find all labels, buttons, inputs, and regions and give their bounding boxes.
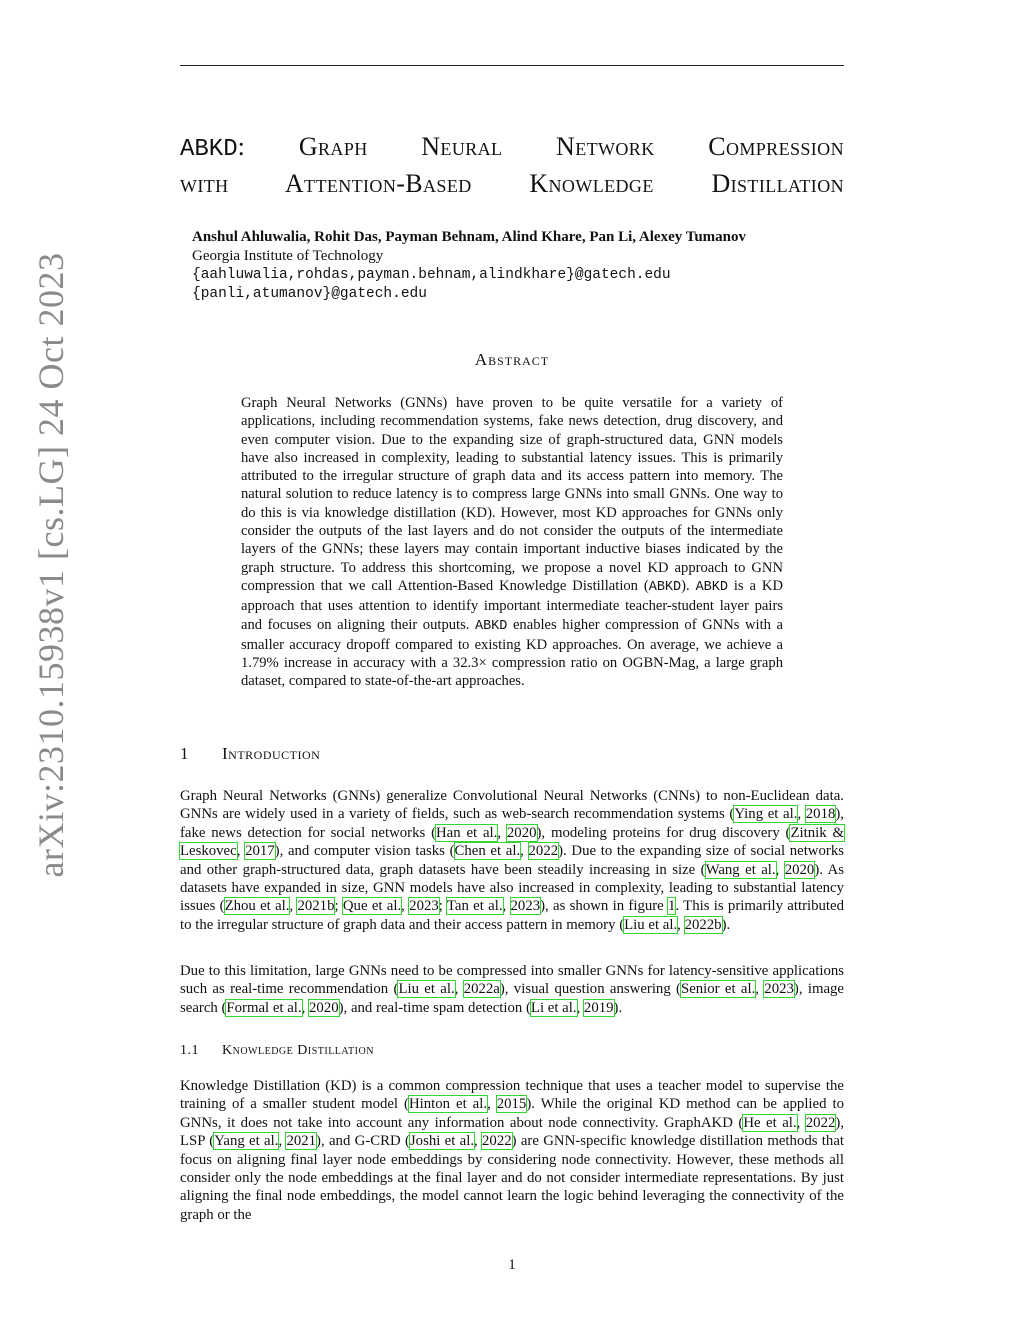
citation-year-link[interactable]: 2020: [506, 824, 537, 841]
paragraph-text: ), fake news detection for social networks (: [180, 806, 845, 841]
citation-separator: ,: [401, 898, 410, 915]
citation-separator: ,: [454, 981, 464, 998]
abkd-mention: ABKD: [695, 579, 728, 595]
citation-separator: ,: [755, 981, 765, 998]
citation-year-link[interactable]: 2023: [764, 981, 794, 998]
paragraph-text: . This is primarily attributed to the irregular structure of graph data and their access pattern in memory (: [180, 898, 844, 933]
citation-year-link[interactable]: 2021: [286, 1133, 317, 1150]
subsection-number: 1.1: [180, 1043, 199, 1058]
title-line-1-rest: : Graph Neural Network Compression: [237, 132, 844, 161]
paragraph-text: ). As datasets have expanded in size, GNN models have also increased in complexity, leading to substantial latency issues (: [180, 861, 844, 915]
paragraph-text: ), and real-time spam detection (: [338, 999, 531, 1016]
abkd-mention: ABKD: [474, 618, 508, 634]
abstract-text: Graph Neural Networks (GNNs) have proven to be quite versatile for a variety of applications, including recommendation systems, fake news detection, drug discovery, and even computer vision. Due to the expanding size of graph-structured data, GNN models have also increased in complexity, leading to substantial latency issues. This is primarily attributed to the irregular structure of graph data and its access pattern into memory. The natural solution to reduce latency is to compress large GNNs into small GNNs. One way to do this is via knowledge distillation (KD). However, most KD approaches for GNNs only consider the outputs of the last layers and do not consider the outputs of the intermediate layers of the GNNs; these layers may contain important inductive biases indicated by the graph structure. To address this shortcoming, we propose a novel KD approach to GNN compression that we call Attention-Based Knowledge Distillation (: [241, 395, 783, 594]
citation-separator: ,: [796, 1114, 806, 1131]
affiliation: Georgia Institute of Technology: [192, 248, 384, 264]
citation-link[interactable]: Zitnik & Leskovec: [180, 824, 844, 860]
citation-link[interactable]: Liu et al.: [624, 916, 678, 933]
citation-year-link[interactable]: 2015: [496, 1096, 527, 1113]
abstract-body: [241, 394, 783, 691]
citation-year-link[interactable]: 2023: [409, 898, 439, 915]
citation-year-link[interactable]: 2022: [528, 843, 559, 860]
figure-link[interactable]: 1: [668, 898, 676, 915]
subsection-title: Knowledge Distillation: [222, 1043, 374, 1058]
citation-link[interactable]: Yang et al.: [214, 1133, 279, 1150]
paragraph-text: Due to this limitation, large GNNs need to be compressed into smaller GNNs for latency-sensitive applications such as real-time recommendation (: [180, 963, 844, 998]
citation-year-link[interactable]: 2020: [309, 999, 339, 1016]
citation-link[interactable]: He et al.: [743, 1114, 797, 1131]
paragraph-text: ;: [334, 898, 343, 915]
citation-year-link[interactable]: 2022: [482, 1133, 512, 1150]
subsection-heading-knowledge-distillation: [180, 1043, 374, 1059]
author-block: [192, 228, 832, 304]
title-line-1: [180, 130, 844, 167]
paper-title: [180, 130, 844, 201]
title-line-2: with Attention-Based Knowledge Distillation: [180, 169, 844, 198]
citation-separator: ,: [775, 861, 785, 878]
citation-separator: ,: [236, 843, 246, 860]
citation-year-link[interactable]: 2022b: [684, 916, 722, 933]
page-number: 1: [508, 1257, 516, 1273]
citation-link[interactable]: Wang et al.: [705, 861, 776, 878]
citation-link[interactable]: Chen et al.: [454, 843, 521, 860]
citation-year-link[interactable]: 2023: [510, 898, 541, 915]
paragraph-text: Graph Neural Networks (GNNs) generalize Convolutional Neural Networks (CNNs) to non-Euclidean data. GNNs are widely used in a variety of fields, such as web-search recommendation systems (: [180, 788, 844, 823]
section-number: 1: [180, 744, 189, 763]
email-line-1: {aahluwalia,rohdas,payman.behnam,alindkhare}@gatech.edu: [192, 267, 671, 283]
arxiv-identifier: arXiv:2310.15938v1 [cs.LG] 24 Oct 2023: [31, 252, 71, 878]
paragraph-text: ), as shown in figure: [540, 898, 669, 915]
citation-year-link[interactable]: 2020: [784, 861, 815, 878]
kd-paragraph-1: [180, 1077, 844, 1224]
citation-year-link[interactable]: 2022: [805, 1114, 836, 1131]
citation-separator: ,: [474, 1133, 483, 1150]
intro-paragraph-1: [180, 787, 844, 934]
author-names: Anshul Ahluwalia, Rohit Das, Payman Behnam, Alind Khare, Pan Li, Alexey Tumanov: [192, 229, 747, 245]
citation-separator: ,: [576, 999, 584, 1016]
paragraph-text: ;: [438, 898, 447, 915]
paragraph-text: ), modeling proteins for drug discovery (: [536, 824, 791, 841]
paragraph-text: ). While the original KD method can be applied to GNNs, it does not take into account any information about node connectivity. GraphAKD (: [180, 1096, 844, 1131]
paragraph-text: ), LSP (: [180, 1114, 844, 1150]
citation-separator: ,: [677, 916, 685, 933]
paragraph-text: ), and computer vision tasks (: [274, 843, 455, 860]
citation-link[interactable]: Tan et al.: [446, 898, 503, 915]
abkd-mention: ABKD: [648, 579, 682, 595]
citation-separator: ,: [278, 1133, 287, 1150]
intro-paragraph-2: [180, 962, 844, 1017]
abstract-text: enables higher compression of GNNs with a smaller accuracy dropoff compared to existing KD approaches. On average, we achieve a 1.79% increase in accuracy with a 32.3× compression ratio on OGBN-Mag, a large graph dataset, compared to state-of-the-art approaches.: [241, 616, 783, 690]
citation-year-link[interactable]: 2021b: [297, 898, 335, 915]
citation-separator: ,: [797, 806, 806, 823]
paragraph-text: ), and G-CRD (: [316, 1133, 410, 1150]
citation-year-link[interactable]: 2022a: [463, 981, 500, 998]
citation-link[interactable]: Que et al.: [342, 898, 402, 915]
citation-separator: ,: [487, 1096, 497, 1113]
paragraph-text: Knowledge Distillation (KD) is a common compression technique that uses a teacher model to supervise the training of a smaller student model (: [180, 1078, 844, 1113]
citation-separator: ,: [520, 843, 529, 860]
paragraph-text: ), visual question answering (: [499, 981, 681, 998]
abstract-text: ).: [681, 577, 696, 594]
citation-separator: ,: [497, 824, 507, 841]
title-acronym: ABKD: [180, 136, 238, 163]
paragraph-text: ), image search (: [180, 981, 844, 1016]
citation-separator: ,: [289, 898, 298, 915]
citation-year-link[interactable]: 2017: [245, 843, 275, 860]
paragraph-text: ). Due to the expanding size of social networks and other graph-structured data, graph datasets have been steadily increasing in size (: [180, 843, 844, 878]
paragraph-text: ).: [721, 916, 731, 933]
paragraph-text: ).: [613, 999, 623, 1016]
citation-link[interactable]: Joshi et al.: [409, 1133, 475, 1150]
section-heading-introduction: [180, 744, 320, 764]
citation-year-link[interactable]: 2018: [805, 806, 836, 823]
citation-link[interactable]: Senior et al.: [680, 981, 756, 998]
abstract-text: is a KD approach that uses attention to identify important intermediate teacher-student layer pairs and focuses on aligning their outputs.: [241, 577, 783, 633]
abstract-heading: Abstract: [474, 350, 550, 369]
section-title: Introduction: [222, 744, 321, 763]
citation-link[interactable]: Liu et al.: [398, 981, 455, 998]
paragraph-text: ) are GNN-specific knowledge distillation methods that focus on aligning final layer node embeddings by considering node connectivity. However, these methods all consider only the node embeddings at the final layer and do not consider intermediate representations. By just aligning the final node embeddings, the model cannot learn the logic behind leveraging the connectivity of the graph or the: [180, 1133, 844, 1223]
citation-link[interactable]: Ying et al.: [734, 806, 798, 823]
citation-year-link[interactable]: 2019: [583, 999, 614, 1016]
citation-link[interactable]: Han et al.: [436, 824, 498, 841]
citation-link[interactable]: Hinton et al.: [408, 1096, 488, 1113]
citation-separator: ,: [502, 898, 511, 915]
citation-link[interactable]: Zhou et al.: [224, 898, 290, 915]
citation-link[interactable]: Formal et al.: [226, 999, 302, 1016]
email-line-2: {panli,atumanov}@gatech.edu: [192, 286, 427, 302]
top-rule: [180, 65, 844, 66]
citation-link[interactable]: Li et al.: [530, 999, 577, 1016]
citation-separator: ,: [301, 999, 310, 1016]
